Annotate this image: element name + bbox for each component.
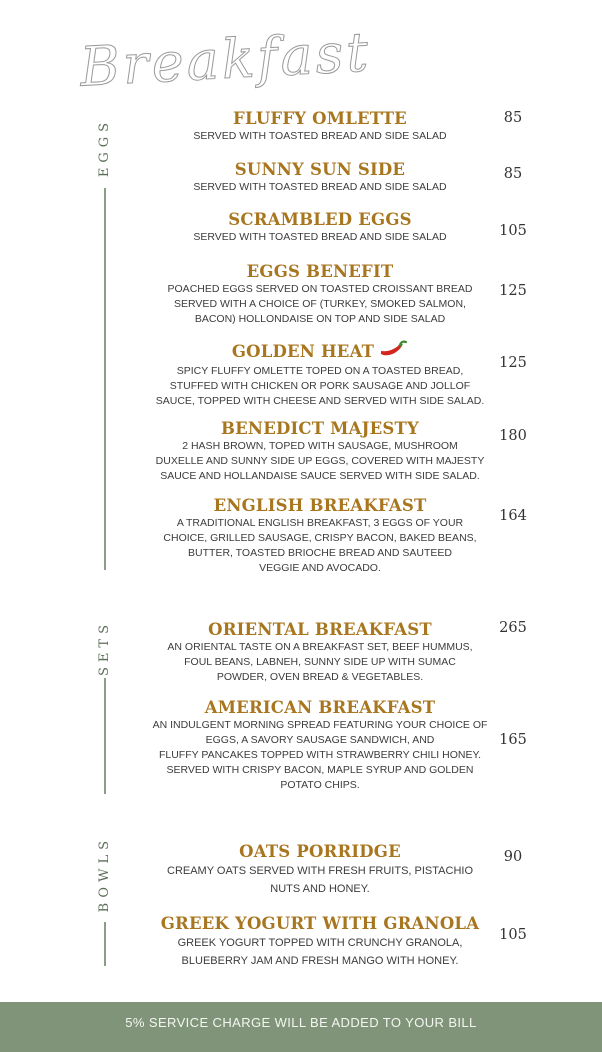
item-price: 164: [499, 508, 527, 524]
menu-item: [140, 109, 500, 144]
item-description: SERVED WITH TOASTED BREAD AND SIDE SALAD: [193, 231, 447, 243]
item-name: EGGS BENEFIT: [246, 262, 394, 281]
item-price: 125: [499, 283, 527, 299]
menu-item: [140, 160, 500, 195]
menu-item: [140, 914, 500, 970]
item-price: 125: [499, 355, 527, 371]
item-price: 85: [503, 110, 523, 126]
item-description: SERVED WITH TOASTED BREAD AND SIDE SALAD: [193, 181, 447, 193]
item-description: AN INDULGENT MORNING SPREAD FEATURING YOUR CHOICE OF EGGS, A SAVORY SAUSAGE SANDWICH, AND FLUFFY PANCAKES TOPPED WITH STRAWBERRY CHILI HONEY. SERVED WITH CRISPY BACON, MAPLE SYRUP AND GOLDEN POTATO CHIPS.: [152, 719, 488, 791]
menu-item: [140, 339, 500, 409]
menu-item: [140, 262, 500, 327]
menu-item: [140, 842, 500, 898]
item-description: CREAMY OATS SERVED WITH FRESH FRUITS, PISTACHIO NUTS AND HONEY.: [167, 865, 473, 895]
item-price: 90: [503, 849, 523, 865]
item-name: OATS PORRIDGE: [239, 842, 401, 861]
item-description: POACHED EGGS SERVED ON TOASTED CROISSANT BREAD SERVED WITH A CHOICE OF (TURKEY, SMOKED SALMON, BACON) HOLLONDAISE ON TOP AND SIDE SALAD: [167, 283, 473, 325]
section-divider-bowls: [104, 922, 106, 966]
menu-item: [140, 620, 500, 685]
menu-item: [140, 419, 500, 484]
item-description: GREEK YOGURT TOPPED WITH CRUNCHY GRANOLA, BLUEBERRY JAM AND FRESH MANGO WITH HONEY.: [177, 937, 463, 967]
item-name: [140, 339, 500, 364]
item-name-text: GOLDEN HEAT: [231, 342, 375, 361]
item-description: A TRADITIONAL ENGLISH BREAKFAST, 3 EGGS OF YOUR CHOICE, GRILLED SAUSAGE, CRISPY BACON, BAKED BEANS, BUTTER, TOASTED BRIOCHE BREAD AND SAUTEED VEGGIE AND AVOCADO.: [163, 517, 477, 574]
menu-item: [140, 496, 500, 576]
item-name: GREEK YOGURT WITH GRANOLA: [160, 914, 480, 933]
item-name: FLUFFY OMLETTE: [233, 109, 407, 128]
item-description: SPICY FLUFFY OMLETTE TOPED ON A TOASTED BREAD, STUFFED WITH CHICKEN OR PORK SAUSAGE AND JOLLOF SAUCE, TOPPED WITH CHEESE AND SERVED WITH SIDE SALAD.: [155, 365, 485, 407]
item-description: 2 HASH BROWN, TOPED WITH SAUSAGE, MUSHROOM DUXELLE AND SUNNY SIDE UP EGGS, COVERED WITH MAJESTY SAUCE AND HOLLANDAISE SAUCE SERVED WITH SIDE SALAD.: [155, 440, 485, 482]
service-charge-banner: [0, 1002, 602, 1052]
item-price: 180: [499, 428, 527, 444]
item-price: 165: [499, 732, 527, 748]
item-name: SCRAMBLED EGGS: [228, 210, 412, 229]
item-name: ORIENTAL BREAKFAST: [208, 620, 432, 639]
item-price: 265: [499, 620, 527, 636]
menu-item: [140, 698, 500, 793]
item-name: SUNNY SUN SIDE: [234, 160, 406, 179]
item-description: AN ORIENTAL TASTE ON A BREAKFAST SET, BEEF HUMMUS, FOUL BEANS, LABNEH, SUNNY SIDE UP WITH SUMAC POWDER, OVEN BREAD & VEGETABLES.: [167, 641, 473, 683]
item-name: ENGLISH BREAKFAST: [213, 496, 427, 515]
item-price: 85: [503, 166, 523, 182]
item-price: 105: [499, 927, 527, 943]
item-description: SERVED WITH TOASTED BREAD AND SIDE SALAD: [193, 130, 447, 142]
item-name: BENEDICT MAJESTY: [221, 419, 419, 438]
section-divider-eggs: [104, 188, 106, 570]
menu-title: Breakfast: [78, 20, 373, 99]
menu-item: [140, 210, 500, 245]
item-name: AMERICAN BREAKFAST: [204, 698, 436, 717]
chili-pepper-icon: [378, 339, 408, 364]
item-price: 105: [499, 223, 527, 239]
section-divider-sets: [104, 678, 106, 794]
service-charge-text: 5% SERVICE CHARGE WILL BE ADDED TO YOUR BILL: [125, 1015, 477, 1030]
